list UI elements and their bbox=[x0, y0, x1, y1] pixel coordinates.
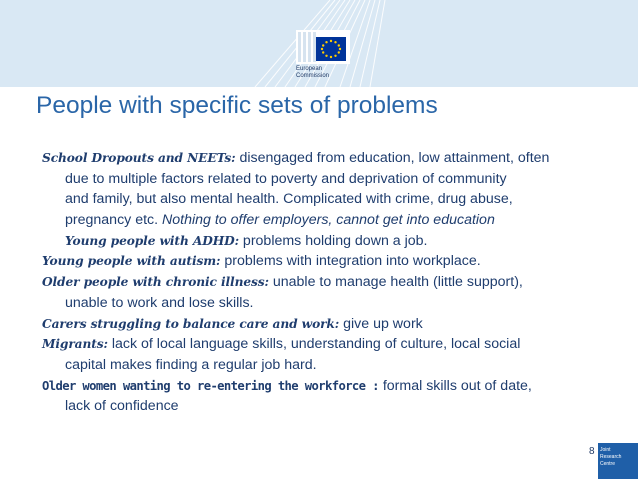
list-item-continuation: unable to work and lose skills. bbox=[65, 294, 254, 311]
item-text: problems holding down a job. bbox=[238, 232, 428, 249]
list-item-school-dropouts bbox=[42, 148, 622, 169]
item-text: give up work bbox=[339, 315, 423, 332]
term-label: Older people with chronic illness: bbox=[42, 275, 269, 290]
item-text: problems with integration into workplace. bbox=[220, 253, 481, 270]
list-item-migrants bbox=[42, 334, 622, 355]
item-text: disengaged from education, low attainment, often bbox=[235, 150, 550, 166]
page-number: 8 bbox=[589, 446, 595, 457]
problem-list bbox=[42, 148, 622, 417]
european-commission-logo bbox=[290, 30, 380, 90]
term-label: School Dropouts and NEETs: bbox=[42, 151, 236, 165]
term-label: Migrants: bbox=[42, 337, 108, 352]
item-emphasis: Nothing to offer employers, cannot get into education bbox=[162, 212, 495, 229]
list-item-continuation bbox=[42, 210, 622, 231]
list-item-carers bbox=[42, 314, 622, 335]
list-item-older-women bbox=[42, 376, 622, 397]
term-label: Young people with ADHD: bbox=[65, 233, 239, 248]
list-item-continuation: due to multiple factors related to poverty and deprivation of community bbox=[65, 170, 507, 187]
term-label: Older women wanting to re-entering the workforce : bbox=[42, 378, 379, 393]
list-item-adhd bbox=[42, 231, 622, 252]
list-item-continuation: capital makes finding a regular job hard. bbox=[65, 356, 317, 373]
jrc-label: Joint Research Centre bbox=[600, 447, 622, 467]
list-item-chronic-illness bbox=[42, 272, 622, 293]
term-label: Carers struggling to balance care and work: bbox=[42, 316, 340, 331]
list-item-continuation: lack of confidence bbox=[65, 398, 179, 415]
logo-caption: European Commission bbox=[296, 66, 330, 79]
item-text: lack of local language skills, understanding of culture, local social bbox=[107, 336, 521, 353]
list-item-continuation: and family, but also mental health. Complicated with crime, drug abuse, bbox=[65, 191, 513, 208]
term-label: Young people with autism: bbox=[42, 254, 221, 269]
slide-title: People with specific sets of problems bbox=[36, 92, 438, 119]
list-item-autism bbox=[42, 251, 622, 272]
item-text: unable to manage health (little support), bbox=[268, 274, 523, 291]
item-text: pregnancy etc. bbox=[65, 212, 163, 229]
item-text: formal skills out of date, bbox=[378, 377, 532, 394]
